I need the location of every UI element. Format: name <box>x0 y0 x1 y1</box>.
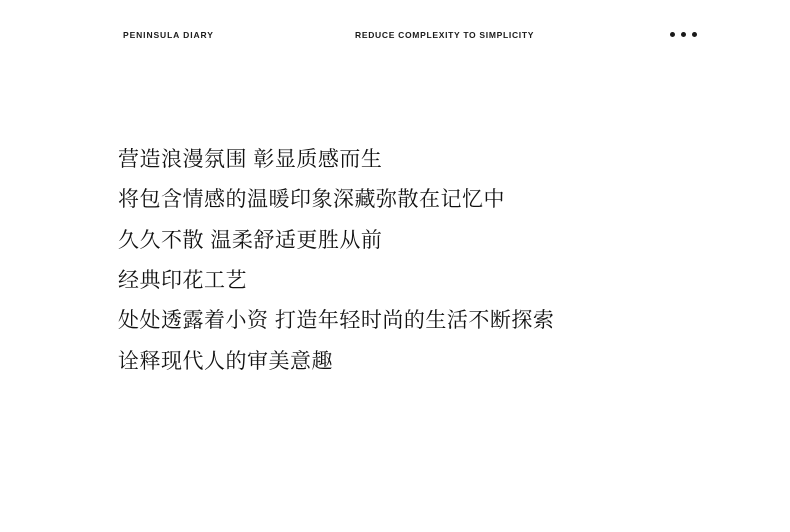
copy-line: 久久不散 温柔舒适更胜从前 <box>118 228 383 252</box>
header-tagline: REDUCE COMPLEXITY TO SIMPLICITY <box>355 30 535 40</box>
copy-line: 经典印花工艺 <box>118 269 247 293</box>
copy-line: 处处透露着小资 打造年轻时尚的生活不断探索 <box>118 309 555 333</box>
copy-line: 营造浪漫氛围 彰显质感而生 <box>118 148 383 171</box>
body-copy <box>118 146 678 376</box>
copy-line: 诠释现代人的审美意趣 <box>118 349 333 373</box>
dot-1 <box>670 32 675 37</box>
brand-title: PENINSULA DIARY <box>123 30 214 40</box>
dot-2 <box>681 32 686 37</box>
copy-line: 将包含情感的温暖印象深藏弥散在记忆中 <box>118 188 505 212</box>
page-header <box>0 30 790 52</box>
three-dots-icon[interactable] <box>670 32 697 37</box>
dot-3 <box>692 32 697 37</box>
